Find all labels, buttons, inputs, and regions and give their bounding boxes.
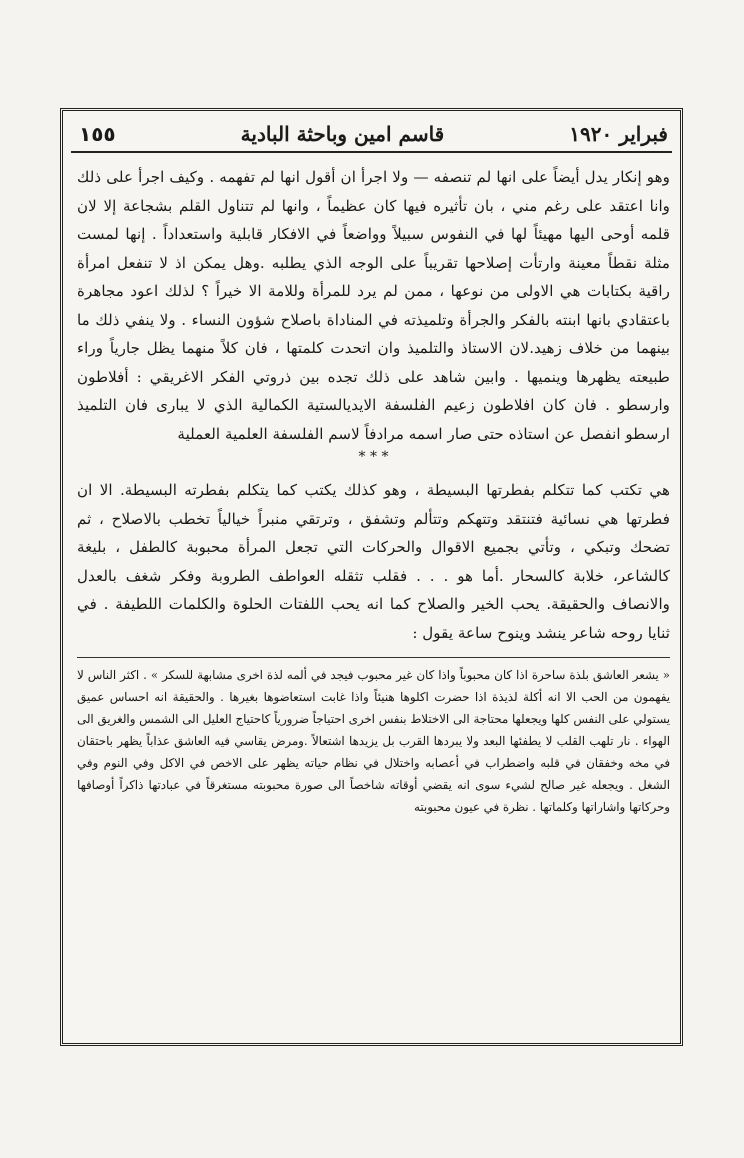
section-divider: * * * xyxy=(358,449,389,465)
issue-date: فبراير ١٩٢٠ xyxy=(569,122,668,146)
page-number: ١٥٥ xyxy=(79,122,116,146)
article-title: قاسم امين وباحثة البادية xyxy=(240,122,445,146)
paragraph-2: هي تكتب كما تتكلم بفطرتها البسيطة ، وهو كذلك يكتب كما يتكلم بفطرته البسيطة. الا ان فطرتها هي نسائية فتنتقد وتتهكم وتتألم وتشفق ، وترتقي منبراً خيالياً تخطب بالاصلاح ، ثم تضحك وتبكي ، وتأتي بجميع الاقوال والحركات التي تجعل المرأة محبوبة كالطفل ، بليغة كالشاعر، خلابة كالسحار .أما هو . . . فقلب تثقله العواطف الطروبة وفكر شغف بالعدل والانصاف والحقيقة. يحب الخير والصلاح كما انه يحب اللفتات الحلوة والكلمات اللطيفة . في ثنايا روحه شاعر ينشد وينوح ساعة يقول : xyxy=(77,481,670,642)
page-frame xyxy=(60,108,683,1046)
page-header xyxy=(71,117,672,153)
quoted-passage: « يشعر العاشق بلذة ساحرة اذا كان محبوباً واذا كان غير محبوب فيجد في ألمه لذة اخرى مشابهة للسكر » . اكثر الناس لا يفهمون من الحب الا انه أكلة لذيذة اذا حضرت اكلوها هنيئاً واذا غابت استعاضوها بغيرها . والحقيقة انه احساس عميق يستولي على النفس كلها ويجعلها محتاجة الى الاختلاط بنفس اخرى احتياجاً ضرورياً كاحتياج العليل الى الشمس والغريق الى الهواء . نار تلهب القلب لا يطفئها البعد ولا يبردها القرب بل يزيدها اشتعالاً .ومرض يقاسي فيه العاشق عذاباً يظهر باحتقان في مخه وخفقان في قلبه واضطراب في أعصابه واختلال في نظام حياته يظهر على الاخص في الاكل وفي النوم وفي الشغل . ويجعله غير صالح لشيء سوى انه يقضي أوقاته شاخصاً الى صورة محبوبته مستغرقاً في عبادتها ذاكراً أوصافها وحركاتها واشاراتها وكلماتها . نظرة في عيون محبوبته xyxy=(77,657,670,818)
article-body xyxy=(77,163,670,818)
paragraph-1: وهو إنكار يدل أيضاً على انها لم تنصفه — ولا اجرأ ان أقول انها لم تفهمه . وكيف اجرأ على ذلك وانا اعتقد على رغم مني ، بان تأثيره فيها كان عظيماً ، وانها لم تتناول القلم بشجاعة إلا لان قلمه أوحى اليها مهيئاً لها في النفوس سبيلاً وواضعاً في الافكار قابلية واستعداداً . إنها لمست مثلة نقطاً معينة وارتأت إصلاحها تقريباً على الوجه الذي يطلبه .وهل يمكن اذ لا تنفعل امرأة راقية بكتابات هي الاولى من نوعها ، ممن لم يرد للمرأة وللامة الا خيراً ؟ لذلك اعود مجاهرة باعتقادي بانها ابنته بالفكر والجرأة وتلميذته في المناداة باصلاح شؤون النساء . ولا ينفي ذلك ما بينهما من خلاف زهيد.لان الاستاذ والتلميذ وان اتحدت كلمتها ، فان كلاً منهما يظل جارياً وراء طبيعته يظهرها وينميها . وابين شاهد على ذلك تجده بين ذروتي الفكر الاغريقي : أفلاطون وارسطو . فان كان افلاطون زعيم الفلسفة الايديالستية الكمالية الذي لا يبارى فان التلميذ ارسطو انفصل عن استاذه حتى صار اسمه مرادفاً لاسم الفلسفة العلمية العملية xyxy=(77,168,670,443)
